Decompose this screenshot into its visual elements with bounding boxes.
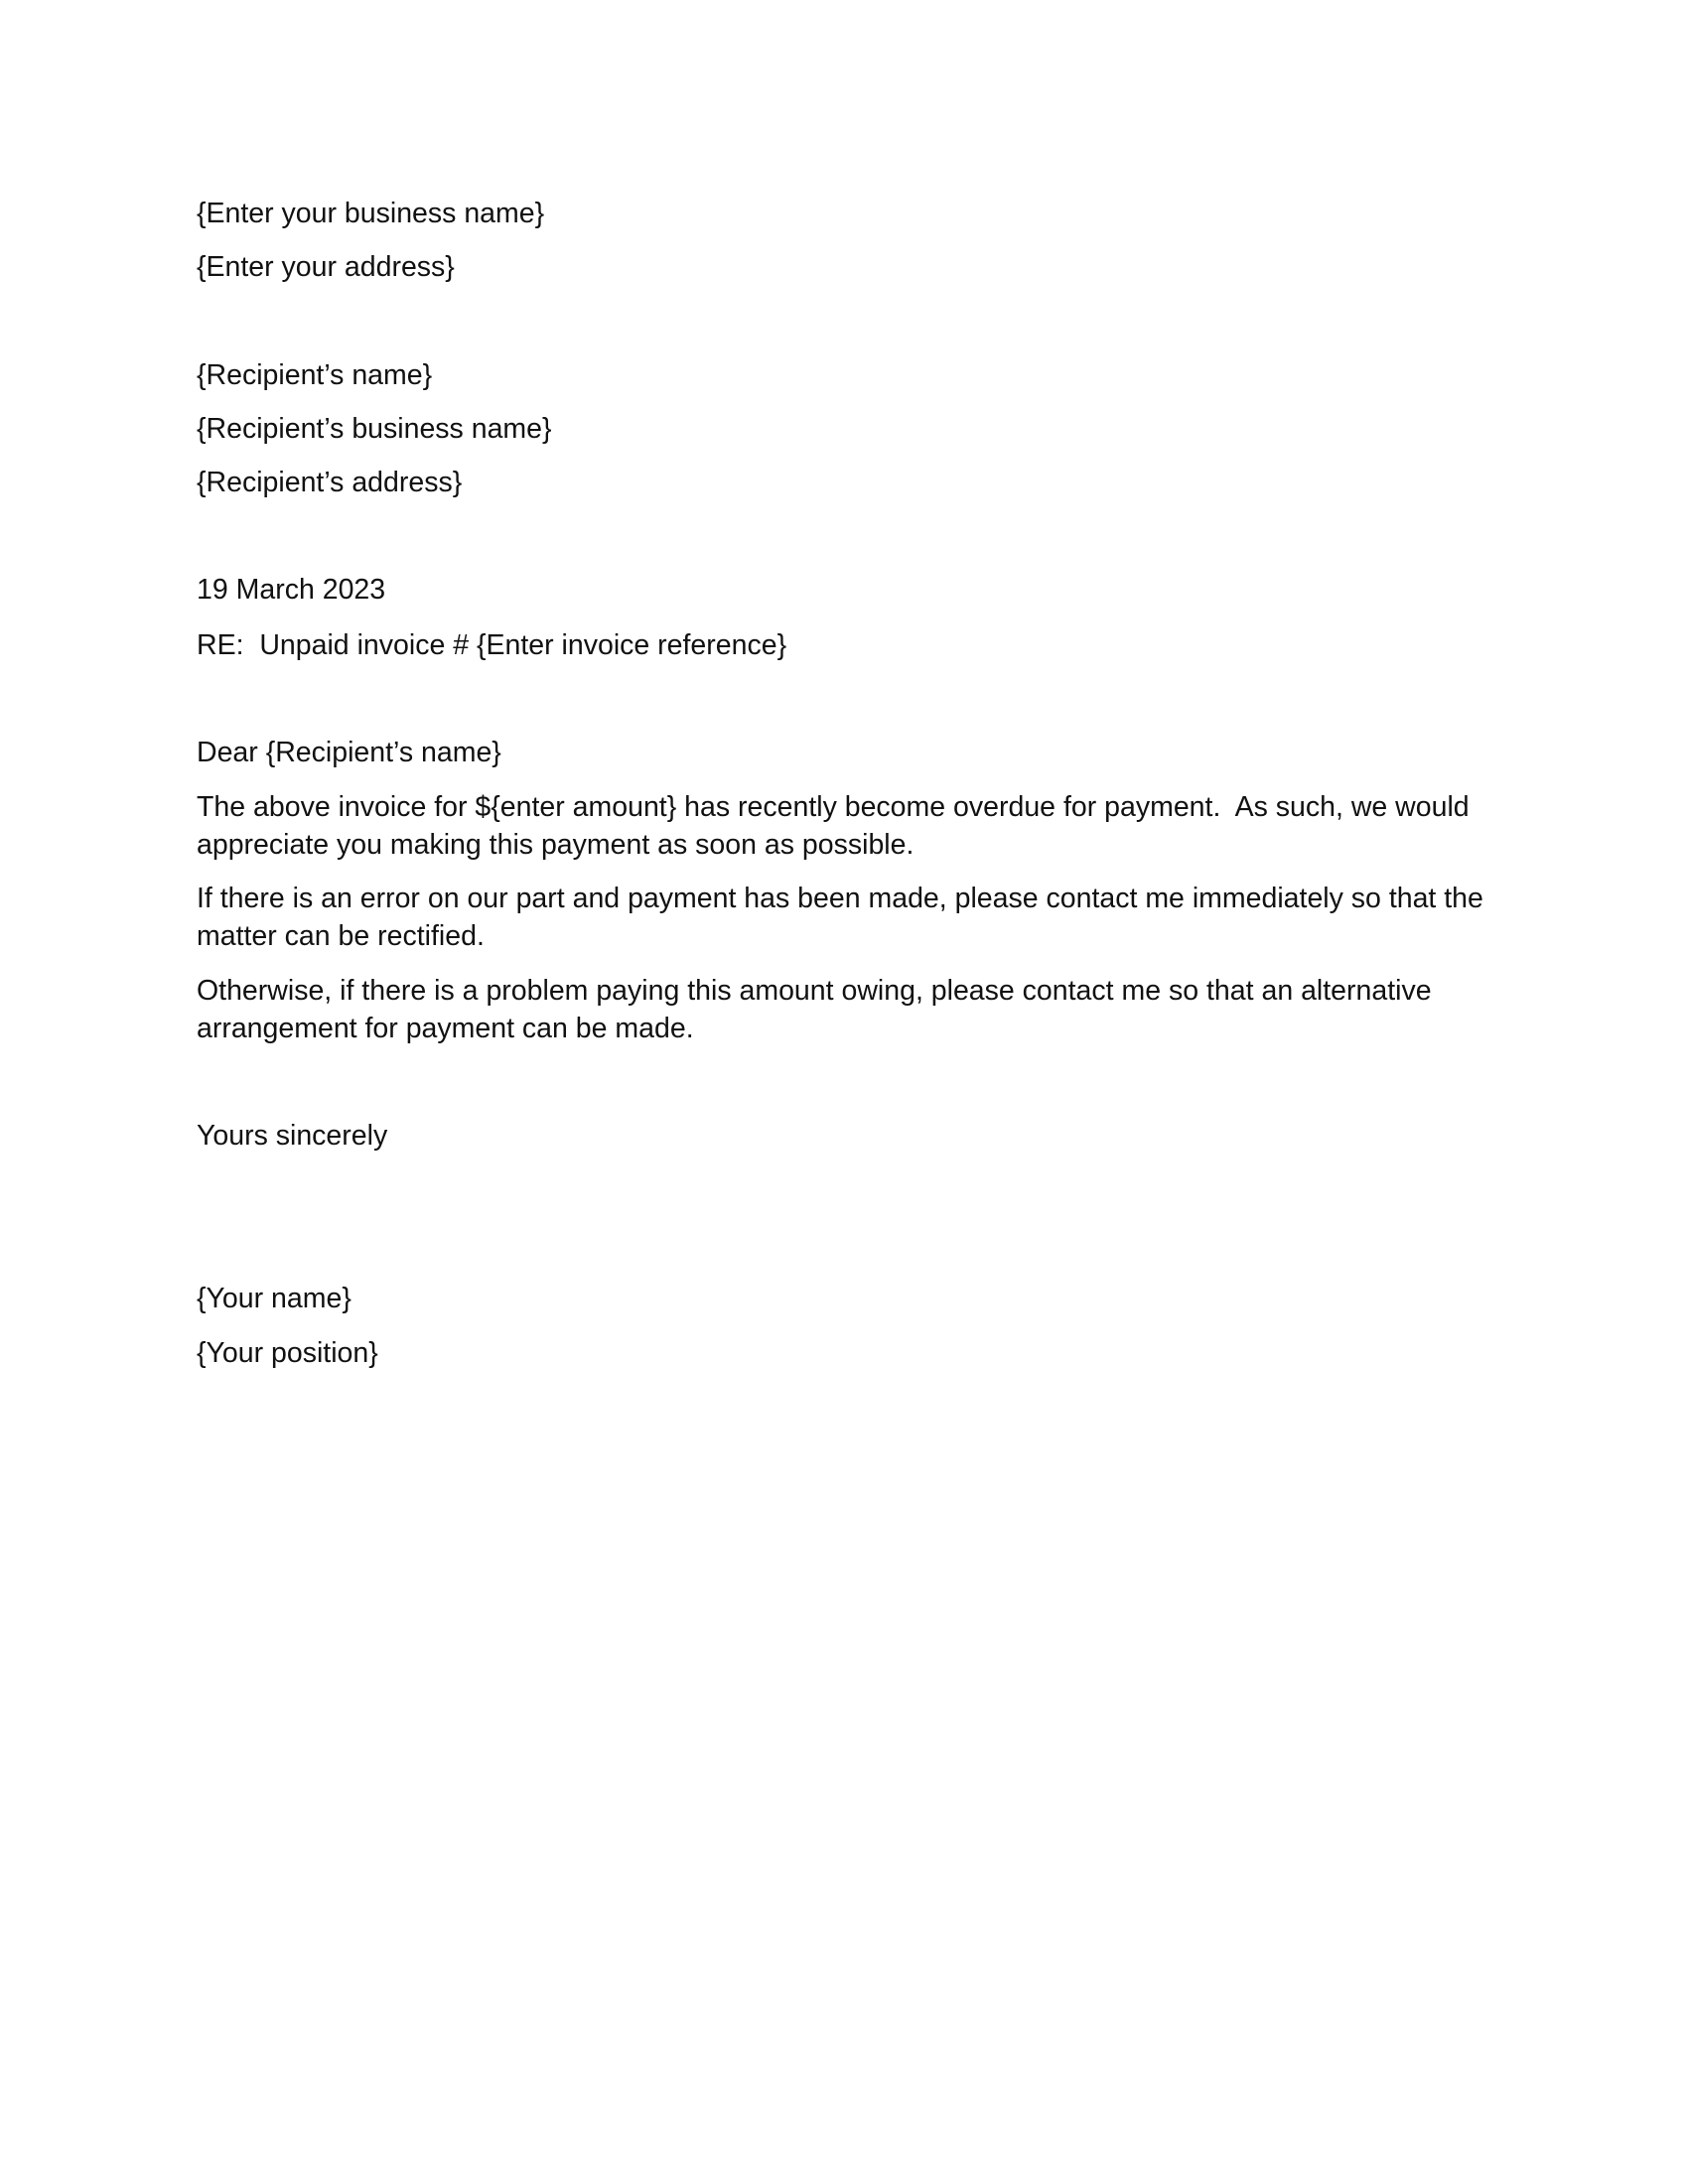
body-paragraph-1-line-2: appreciate you making this payment as soon as possible.	[197, 828, 914, 861]
body-paragraph-3-line-1: Otherwise, if there is a problem paying this amount owing, please contact me so that an alternative	[197, 975, 1432, 1007]
signature-position: {Your position}	[197, 1337, 378, 1369]
recipient-address: {Recipient’s address}	[197, 467, 463, 498]
body-paragraph-2-line-1: If there is an error on our part and payment has been made, please contact me immediately so that the	[197, 883, 1483, 914]
letter-subject: RE: Unpaid invoice # {Enter invoice reference}	[197, 629, 787, 661]
body-paragraph-2	[197, 881, 1507, 955]
recipient-business-name: {Recipient’s business name}	[197, 413, 552, 445]
body-paragraph-1	[197, 789, 1507, 864]
sender-business-name: {Enter your business name}	[197, 198, 545, 229]
letter-date: 19 March 2023	[197, 574, 386, 606]
body-paragraph-3-line-2: arrangement for payment can be made.	[197, 1012, 694, 1044]
body-paragraph-2-line-2: matter can be rectified.	[197, 919, 485, 952]
body-paragraph-1-line-1: The above invoice for ${enter amount} has recently become overdue for payment. As such, we would	[197, 791, 1470, 823]
sender-address: {Enter your address}	[197, 251, 455, 283]
recipient-name: {Recipient’s name}	[197, 359, 433, 391]
salutation: Dear {Recipient’s name}	[197, 737, 501, 768]
closing: Yours sincerely	[197, 1120, 388, 1152]
signature-name: {Your name}	[197, 1283, 352, 1314]
body-paragraph-3	[197, 973, 1507, 1047]
